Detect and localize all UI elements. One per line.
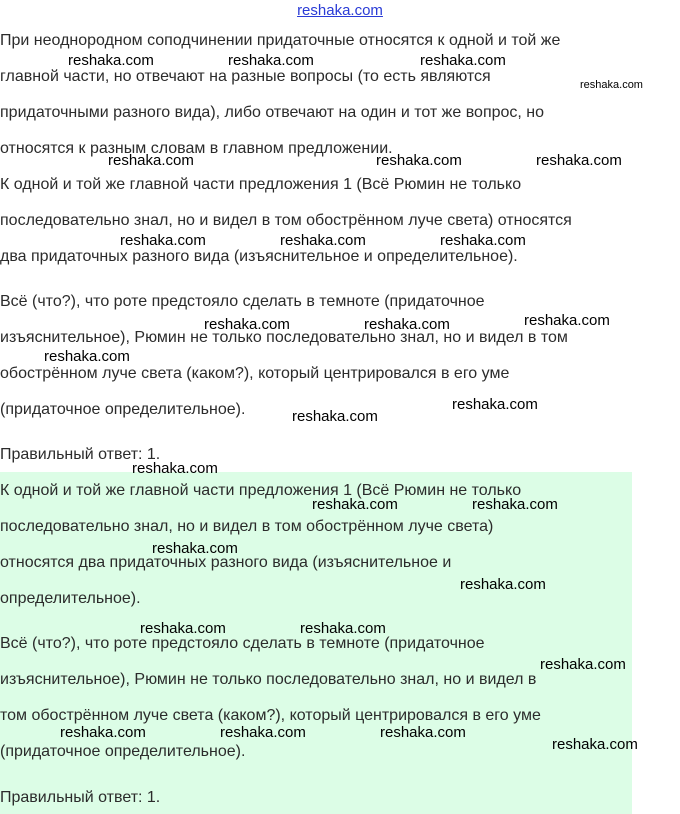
watermark: reshaka.com xyxy=(460,576,546,593)
watermark: reshaka.com xyxy=(132,460,218,477)
watermark: reshaka.com xyxy=(228,52,314,69)
text-line: относятся два придаточных разного вида (изъяснительное и xyxy=(0,554,452,571)
watermark: reshaka.com xyxy=(540,656,626,673)
watermark: reshaka.com xyxy=(552,736,638,753)
text-line: последовательно знал, но и видел в том обострённом луче света) xyxy=(0,518,494,535)
watermark: reshaka.com xyxy=(60,724,146,741)
watermark: reshaka.com xyxy=(220,724,306,741)
watermark: reshaka.com xyxy=(364,316,450,333)
watermark: reshaka.com xyxy=(440,232,526,249)
watermark: reshaka.com xyxy=(108,152,194,169)
answer-line: Правильный ответ: 1. xyxy=(0,789,161,806)
watermark: reshaka.com xyxy=(452,396,538,413)
watermark: reshaka.com xyxy=(536,152,622,169)
watermark: reshaka.com xyxy=(300,620,386,637)
text-line: (придаточное определительное). xyxy=(0,743,246,760)
watermark: reshaka.com xyxy=(376,152,462,169)
text-line: относятся к разным словам в главном предложении. xyxy=(0,140,393,157)
watermark: reshaka.com xyxy=(280,232,366,249)
text-line: определительное). xyxy=(0,590,141,607)
watermark: reshaka.com xyxy=(44,348,130,365)
watermark: reshaka.com xyxy=(152,540,238,557)
watermark: reshaka.com xyxy=(580,79,643,91)
watermark: reshaka.com xyxy=(472,496,558,513)
text-line: главной части, но отвечают на разные вопросы (то есть являются xyxy=(0,68,491,85)
text-line: К одной и той же главной части предложения 1 (Всё Рюмин не только xyxy=(0,176,522,193)
answer-line: Правильный ответ: 1. xyxy=(0,446,161,463)
text-line: (придаточное определительное). xyxy=(0,401,246,418)
text-line: Всё (что?), что роте предстояло сделать в темноте (придаточное xyxy=(0,635,485,652)
watermark: reshaka.com xyxy=(292,408,378,425)
watermark: reshaka.com xyxy=(140,620,226,637)
text-line: К одной и той же главной части предложения 1 (Всё Рюмин не только xyxy=(0,482,522,499)
text-line: Всё (что?), что роте предстояло сделать в темноте (придаточное xyxy=(0,293,485,310)
text-line: придаточными разного вида), либо отвечают на один и тот же вопрос, но xyxy=(0,104,545,121)
text-line: изъяснительное), Рюмин не только последовательно знал, но и видел в xyxy=(0,671,537,688)
watermark: reshaka.com xyxy=(380,724,466,741)
watermark: reshaka.com xyxy=(420,52,506,69)
text-line: последовательно знал, но и видел в том обострённом луче света) относятся xyxy=(0,212,572,229)
text-line: изъяснительное), Рюмин не только последовательно знал, но и видел в том xyxy=(0,329,568,346)
watermark: reshaka.com xyxy=(204,316,290,333)
watermark: reshaka.com xyxy=(68,52,154,69)
text-line: При неоднородном соподчинении придаточные относятся к одной и той же xyxy=(0,32,561,49)
watermark: reshaka.com xyxy=(312,496,398,513)
site-link[interactable]: reshaka.com xyxy=(297,2,383,19)
watermark: reshaka.com xyxy=(524,312,610,329)
text-line: два придаточных разного вида (изъяснительное и определительное). xyxy=(0,248,518,265)
watermark: reshaka.com xyxy=(120,232,206,249)
text-line: том обострённом луче света (каком?), который центрировался в его уме xyxy=(0,707,541,724)
text-line: обострённом луче света (каком?), который центрировался в его уме xyxy=(0,365,510,382)
